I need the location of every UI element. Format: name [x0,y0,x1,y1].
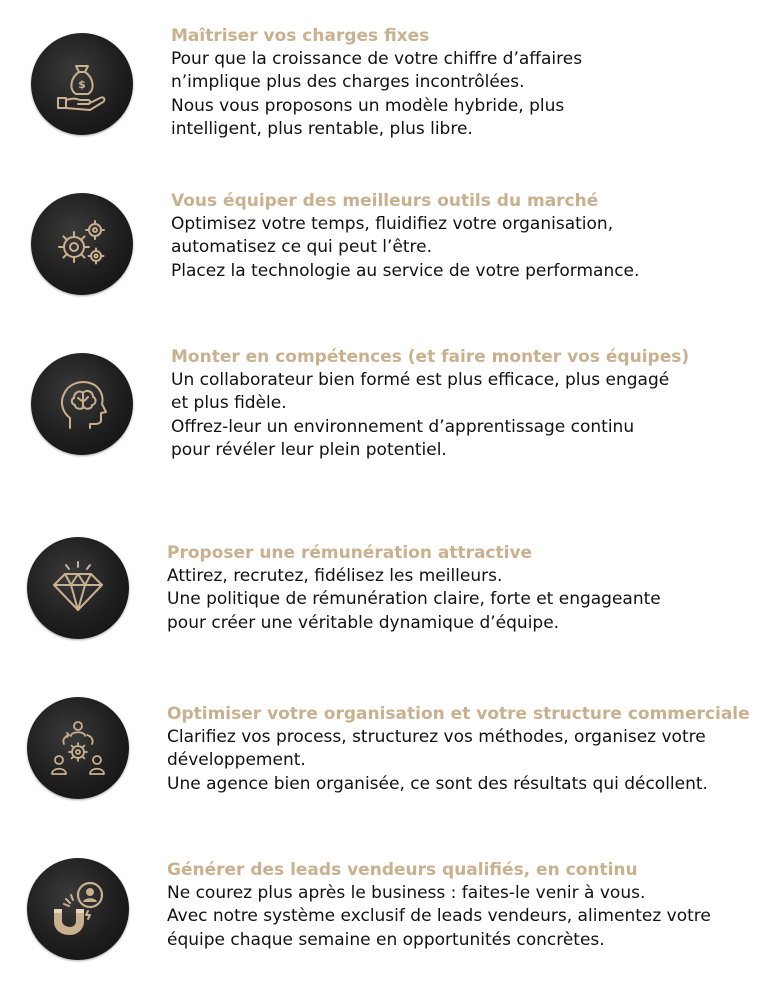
gears-icon [52,214,112,274]
feature-line: pour créer une véritable dynamique d’équipe. [167,612,560,633]
feature-line: Pour que la croissance de votre chiffre d’affaires [171,49,583,69]
diamond-icon [48,558,108,618]
feature-line: Avec notre système exclusif de leads vendeurs, alimentez votre [167,906,711,927]
feature-title: Monter en compétences (et faire monter vos équipes) [171,347,690,367]
feature-text [171,190,761,283]
icon-badge [31,193,133,295]
feature-text [167,703,757,796]
feature-title: Vous équiper des meilleurs outils du marché [171,191,599,211]
feature-line: Une agence bien organisée, ce sont des résultats qui décollent. [167,773,708,794]
money-bag-hand-icon [52,54,112,114]
feature-title: Optimiser votre organisation et votre structure commerciale [167,704,750,724]
svg-text:$: $ [78,78,86,91]
feature-line: et plus fidèle. [171,393,287,414]
feature-text [171,346,761,462]
feature-title: Proposer une rémunération attractive [167,543,533,563]
icon-badge [31,33,133,135]
feature-line: Placez la technologie au service de votre performance. [171,260,640,281]
head-brain-icon [52,374,112,434]
feature-text [167,542,757,635]
feature-line: pour révéler leur plein potentiel. [171,439,447,460]
feature-line: Ne courez plus après le business : faites-le venir à vous. [167,883,646,903]
feature-line: équipe chaque semaine en opportunités concrètes. [167,929,605,950]
feature-text [171,25,761,141]
icon-badge [27,537,129,639]
feature-line: Offrez-leur un environnement d’apprentissage continu [171,416,635,437]
feature-line: automatisez ce qui peut l’être. [171,237,432,258]
magnet-lead-icon [48,879,108,939]
feature-line: Une politique de rémunération claire, forte et engageante [167,589,661,610]
team-organization-icon [48,718,108,778]
icon-badge [27,697,129,799]
feature-line: Nous vous proposons un modèle hybride, plus [171,95,565,116]
feature-line: développement. [167,750,306,771]
feature-line: Optimisez votre temps, fluidifiez votre organisation, [171,214,614,234]
feature-text [167,859,757,952]
icon-badge [31,353,133,455]
feature-line: n’implique plus des charges incontrôlées. [171,72,525,93]
feature-line: Attirez, recrutez, fidélisez les meilleurs. [167,566,503,586]
icon-badge [27,858,129,960]
feature-line: Un collaborateur bien formé est plus efficace, plus engagé [171,370,670,390]
feature-line: Clarifiez vos process, structurez vos méthodes, organisez votre [167,727,706,747]
feature-title: Maîtriser vos charges fixes [171,26,430,46]
feature-line: intelligent, plus rentable, plus libre. [171,118,473,139]
feature-title: Générer des leads vendeurs qualifiés, en continu [167,860,638,880]
